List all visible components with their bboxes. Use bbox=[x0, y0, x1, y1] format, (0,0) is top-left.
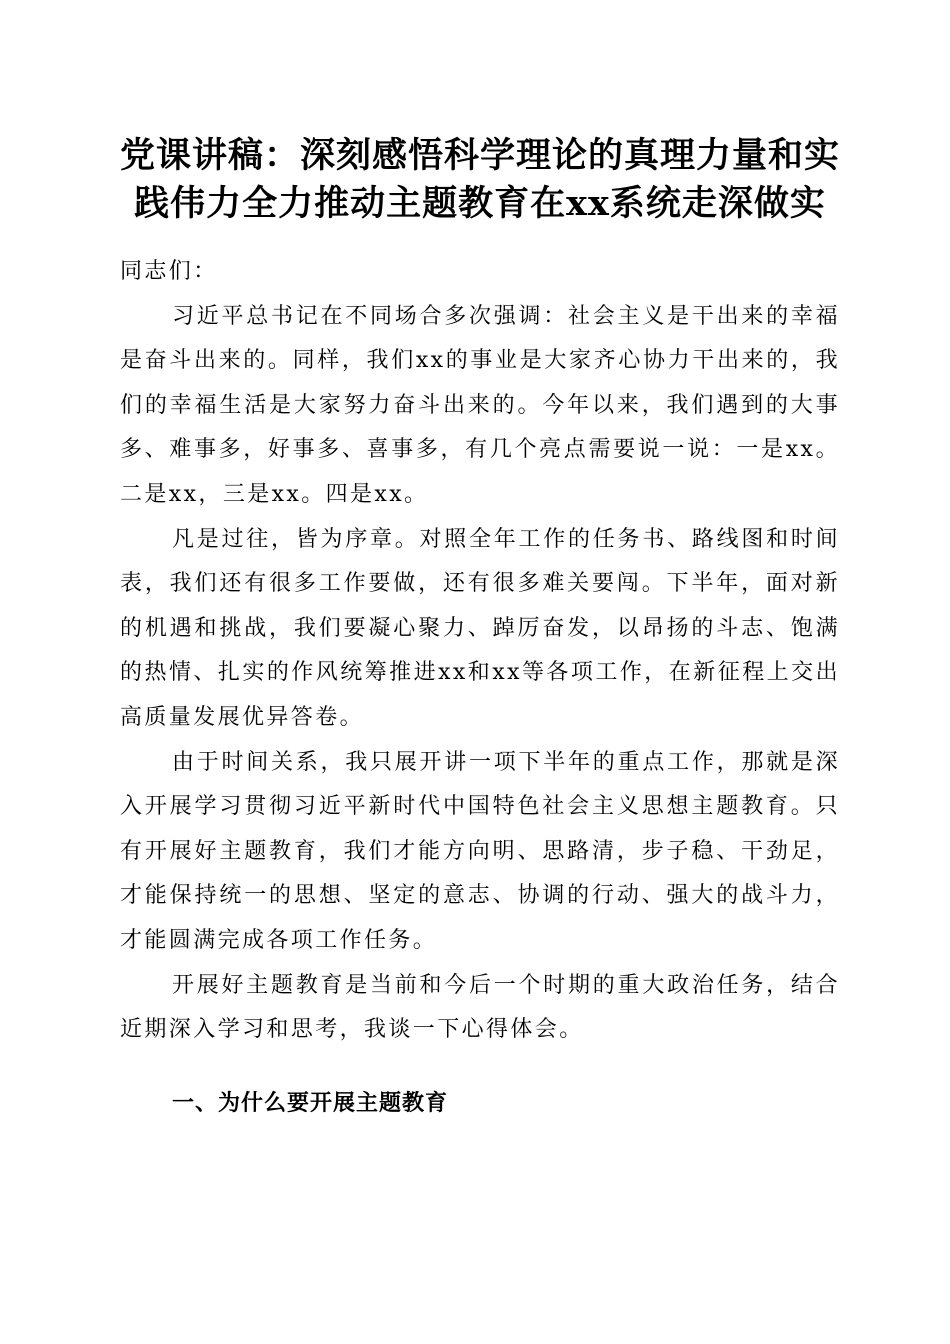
paragraph-1: 习近平总书记在不同场合多次强调：社会主义是干出来的幸福是奋斗出来的。同样，我们xx的事业是大家齐心协力干出来的，我们的幸福生活是大家努力奋斗出来的。今年以来，我们遇到的大事多、难事多，好事多、喜事多，有几个亮点需要说一说：一是xx。二是xx，三是xx。四是xx。 bbox=[120, 303, 840, 507]
document-title bbox=[100, 132, 860, 228]
title-line-1: 党课讲稿：深刻感悟科学理论的真理力量和实 bbox=[119, 135, 840, 176]
paragraph-3: 由于时间关系，我只展开讲一项下半年的重点工作，那就是深入开展学习贯彻习近平新时代中国特色社会主义思想主题教育。只有开展好主题教育，我们才能方向明、思路清，步子稳、干劲足，才能保持统一的思想、坚定的意志、协调的行动、强大的战斗力，才能圆满完成各项工作任务。 bbox=[120, 749, 840, 953]
greeting: 同志们： bbox=[120, 259, 218, 284]
section-heading: 一、为什么要开展主题教育 bbox=[172, 1091, 449, 1116]
paragraph-4: 开展好主题教育是当前和今后一个时期的重大政治任务，结合近期深入学习和思考，我谈一下心得体会。 bbox=[120, 972, 840, 1043]
paragraph-2: 凡是过往，皆为序章。对照全年工作的任务书、路线图和时间表，我们还有很多工作要做，还有很多难关要闯。下半年，面对新的机遇和挑战，我们要凝心聚力、踔厉奋发，以昂扬的斗志、饱满的热情、扎实的作风统筹推进xx和xx等各项工作，在新征程上交出高质量发展优异答卷。 bbox=[120, 526, 840, 730]
title-line-2: 践伟力全力推动主题教育在xx系统走深做实 bbox=[134, 183, 826, 224]
document-body bbox=[120, 250, 840, 1053]
